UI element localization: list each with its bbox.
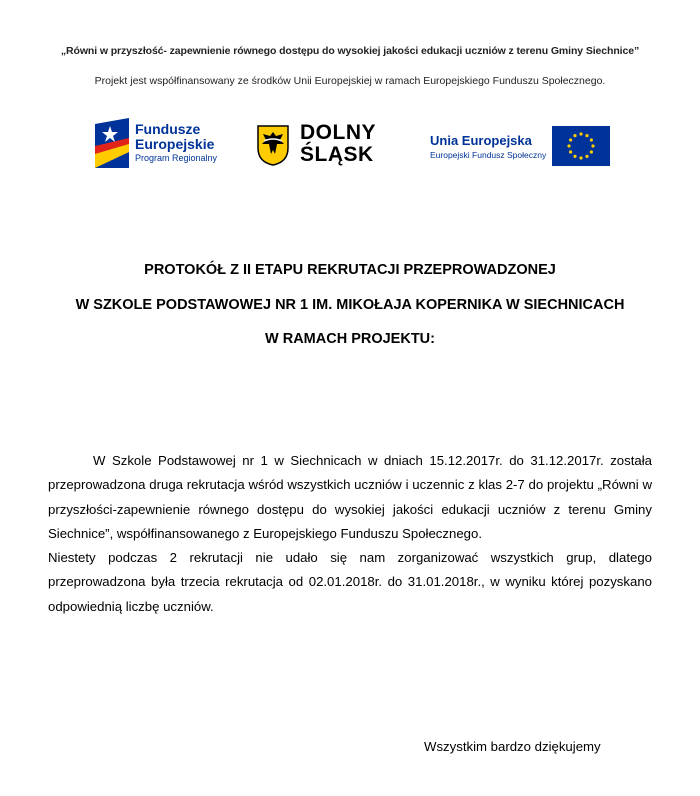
document-title-line1: PROTOKÓŁ Z II ETAPU REKRUTACJI PRZEPROWADZONEJ <box>144 262 556 278</box>
fundusze-line3: Program Regionalny <box>135 153 218 163</box>
eu-star-icon <box>573 155 576 158</box>
unia-europejska-logo <box>430 124 610 168</box>
eu-star-icon <box>569 138 572 141</box>
eu-star-icon <box>585 134 588 137</box>
unia-line2: Europejski Fundusz Społeczny <box>430 150 547 160</box>
eu-star-icon <box>567 144 570 147</box>
closing-line: Wszystkim bardzo dziękujemy <box>424 739 601 754</box>
eu-star-icon <box>590 150 593 153</box>
dolny-slask-line2: ŚLĄSK <box>300 143 374 166</box>
eagle-coat-of-arms-icon <box>256 124 290 166</box>
body-text <box>48 449 652 619</box>
unia-line1: Unia Europejska <box>430 133 532 148</box>
eu-star-icon <box>573 134 576 137</box>
eu-flag-icon <box>552 126 610 166</box>
fundusze-emblem-icon <box>95 118 129 168</box>
dolny-slask-logo <box>256 122 386 168</box>
cofinancing-note: Projekt jest współfinansowany ze środków Unii Europejskiej w ramach Europejskiego Funduszu Społecznego. <box>94 75 606 87</box>
document-title-line3: W RAMACH PROJEKTU: <box>265 331 435 347</box>
body-paragraph-2: Niestety podczas 2 rekrutacji nie udało się nam zorganizować wszystkich grup, dlatego przeprowadzona była trzecia rekrutacja od 02.01.2018r. do 31.01.2018r., w wyniku której pozyskano odpowiednią liczbę uczniów. <box>48 550 652 614</box>
eu-star-icon <box>569 150 572 153</box>
dolny-slask-line1: DOLNY <box>300 121 376 144</box>
eu-star-icon <box>579 132 582 135</box>
eu-star-icon <box>585 155 588 158</box>
eu-star-icon <box>591 144 594 147</box>
fundusze-europejskie-logo <box>95 118 225 170</box>
eu-star-icon <box>590 138 593 141</box>
fundusze-line1: Fundusze <box>135 121 201 137</box>
eu-star-icon <box>579 156 582 159</box>
document-title-line2: W SZKOLE PODSTAWOWEJ NR 1 IM. MIKOŁAJA KOPERNIKA W SIECHNICACH <box>75 297 625 313</box>
fundusze-line2: Europejskie <box>135 136 215 152</box>
body-paragraph-1: W Szkole Podstawowej nr 1 w Siechnicach w dniach 15.12.2017r. do 31.12.2017r. została przeprowadzona druga rekrutacja wśród wszystkich uczniów i uczennic z klas 2-7 do projektu „Równi w przyszłości-zapewnienie równego dostępu do wysokiej jakości edukacji uczniów z terenu Gminy Siechnice”, współfinansowanego z Europejskiego Funduszu Społecznego. <box>48 453 652 541</box>
project-title: „Równi w przyszłość- zapewnienie równego dostępu do wysokiej jakości edukacji uczniów z terenu Gminy Siechnice” <box>60 45 640 57</box>
